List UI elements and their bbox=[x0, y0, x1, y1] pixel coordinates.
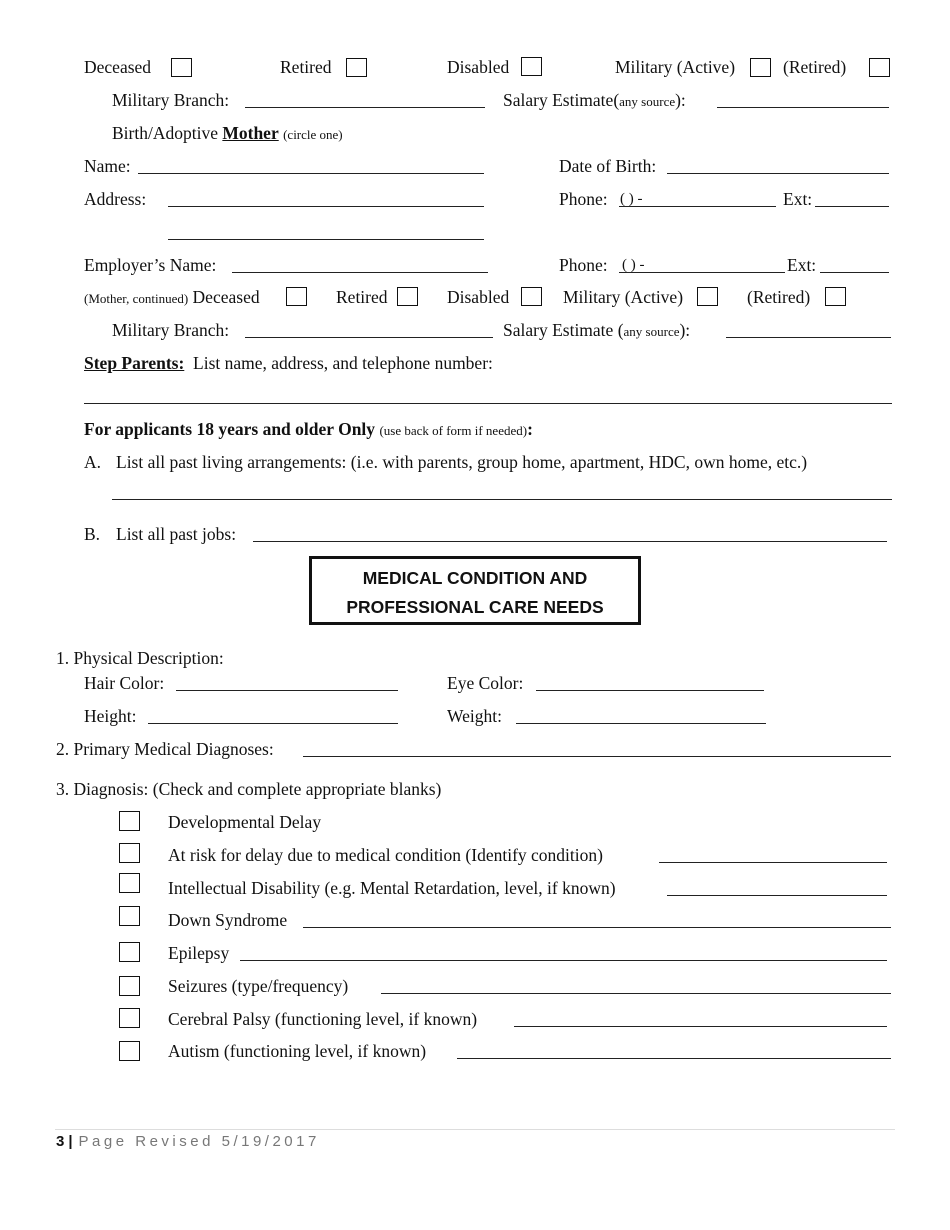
diagnosis-field[interactable] bbox=[303, 927, 891, 928]
mother-military-branch-field[interactable] bbox=[245, 337, 493, 338]
father-retired-checkbox[interactable] bbox=[346, 58, 367, 77]
diagnosis-label: Down Syndrome bbox=[168, 910, 288, 930]
physical-heading: 1. Physical Description: bbox=[56, 648, 224, 668]
diagnosis-label: Intellectual Disability (e.g. Mental Retardation, level, if known) bbox=[168, 878, 616, 898]
adults-a-text: List all past living arrangements: (i.e. with parents, group home, apartment, HDC, own home, etc.) bbox=[116, 452, 808, 472]
diagnosis-label: Autism (functioning level, if known) bbox=[168, 1041, 427, 1061]
diagnosis-field[interactable] bbox=[659, 862, 887, 863]
mother-phone-field[interactable] bbox=[619, 206, 776, 207]
mother-employer-phone-field[interactable] bbox=[619, 272, 785, 273]
mother-salary-label: Salary Estimate (any source): bbox=[503, 320, 691, 340]
section-title-line2: PROFESSIONAL CARE NEEDS bbox=[346, 597, 604, 617]
diagnosis-checkbox[interactable] bbox=[119, 1008, 140, 1028]
diagnosis-label: Seizures (type/frequency) bbox=[168, 976, 349, 996]
diagnosis-field[interactable] bbox=[514, 1026, 887, 1027]
mother-status-row: (Mother, continued) Deceased bbox=[84, 287, 260, 307]
weight-label: Weight: bbox=[447, 706, 502, 726]
diagnosis-checkbox[interactable] bbox=[119, 811, 140, 831]
diagnosis-label: Developmental Delay bbox=[168, 812, 322, 832]
father-military-branch-field[interactable] bbox=[245, 107, 485, 108]
primary-diagnoses-label: 2. Primary Medical Diagnoses: bbox=[56, 739, 274, 759]
father-military-active-label: Military (Active) bbox=[615, 57, 736, 77]
father-salary-label: Salary Estimate(any source): bbox=[503, 90, 686, 110]
mother-heading: Birth/Adoptive Mother (circle one) bbox=[112, 123, 343, 143]
diagnosis-checkbox[interactable] bbox=[119, 873, 140, 893]
mother-dob-field[interactable] bbox=[667, 173, 889, 174]
father-military-retired-label: (Retired) bbox=[783, 57, 847, 77]
mother-retired-label: Retired bbox=[336, 287, 388, 307]
section-title-box bbox=[309, 556, 641, 625]
diagnosis-field[interactable] bbox=[667, 895, 887, 896]
diagnosis-checkbox[interactable] bbox=[119, 1041, 140, 1061]
mother-address-label: Address: bbox=[84, 189, 147, 209]
father-retired-label: Retired bbox=[280, 57, 332, 77]
father-military-active-checkbox[interactable] bbox=[750, 58, 771, 77]
mother-address-field-1[interactable] bbox=[168, 206, 484, 207]
mother-phone-mask: ( ) - bbox=[620, 191, 643, 207]
adults-b-letter: B. bbox=[84, 524, 101, 544]
eye-color-field[interactable] bbox=[536, 690, 764, 691]
diagnosis-label: At risk for delay due to medical condition (Identify condition) bbox=[168, 845, 603, 865]
mother-military-active-checkbox[interactable] bbox=[697, 287, 718, 306]
father-disabled-label: Disabled bbox=[447, 57, 510, 77]
diagnosis-checkbox[interactable] bbox=[119, 942, 140, 962]
father-military-branch-label: Military Branch: bbox=[112, 90, 230, 110]
step-parents-field[interactable] bbox=[84, 403, 892, 404]
father-military-retired-checkbox[interactable] bbox=[869, 58, 890, 77]
adults-a-letter: A. bbox=[84, 452, 102, 472]
height-field[interactable] bbox=[148, 723, 398, 724]
mother-ext-label: Ext: bbox=[783, 189, 813, 209]
adults-b-field[interactable] bbox=[253, 541, 887, 542]
mother-employer-phone-mask: ( ) - bbox=[622, 257, 645, 273]
mother-disabled-label: Disabled bbox=[447, 287, 510, 307]
mother-employer-field[interactable] bbox=[232, 272, 488, 273]
weight-field[interactable] bbox=[516, 723, 766, 724]
diagnosis-field[interactable] bbox=[240, 960, 887, 961]
footer-rule bbox=[55, 1129, 895, 1130]
diagnosis-label: Epilepsy bbox=[168, 943, 230, 963]
diagnosis-label: Cerebral Palsy (functioning level, if known) bbox=[168, 1009, 478, 1029]
primary-diagnoses-field[interactable] bbox=[303, 756, 891, 757]
diagnosis-field[interactable] bbox=[457, 1058, 891, 1059]
diagnosis-checkbox[interactable] bbox=[119, 843, 140, 863]
mother-employer-phone-label: Phone: bbox=[559, 255, 608, 275]
mother-phone-label: Phone: bbox=[559, 189, 608, 209]
mother-ext-field[interactable] bbox=[815, 206, 889, 207]
father-deceased-checkbox[interactable] bbox=[171, 58, 192, 77]
page-number: 3 bbox=[56, 1133, 65, 1150]
hair-color-label: Hair Color: bbox=[84, 673, 165, 693]
mother-military-retired-checkbox[interactable] bbox=[825, 287, 846, 306]
mother-military-active-label: Military (Active) bbox=[563, 287, 684, 307]
mother-employer-label: Employer’s Name: bbox=[84, 255, 217, 275]
mother-employer-ext-field[interactable] bbox=[820, 272, 889, 273]
section-title-line1: MEDICAL CONDITION AND bbox=[362, 568, 588, 588]
adults-heading: For applicants 18 years and older Only (use back of form if needed): bbox=[84, 419, 533, 439]
mother-retired-checkbox[interactable] bbox=[397, 287, 418, 306]
diagnosis-checkbox[interactable] bbox=[119, 976, 140, 996]
mother-deceased-checkbox[interactable] bbox=[286, 287, 307, 306]
father-deceased-label: Deceased bbox=[84, 57, 152, 77]
mother-military-retired-label: (Retired) bbox=[747, 287, 811, 307]
mother-dob-label: Date of Birth: bbox=[559, 156, 657, 176]
adults-a-field[interactable] bbox=[112, 499, 892, 500]
mother-employer-ext-label: Ext: bbox=[787, 255, 817, 275]
hair-color-field[interactable] bbox=[176, 690, 398, 691]
page-footer: 3 | Page Revised 5/19/2017 bbox=[56, 1133, 320, 1150]
diagnosis-heading: 3. Diagnosis: (Check and complete appropriate blanks) bbox=[56, 779, 442, 799]
eye-color-label: Eye Color: bbox=[447, 673, 524, 693]
adults-b-text: List all past jobs: bbox=[116, 524, 237, 544]
father-disabled-checkbox[interactable] bbox=[521, 57, 542, 76]
step-parents-line: Step Parents: List name, address, and telephone number: bbox=[84, 353, 493, 373]
diagnosis-field[interactable] bbox=[381, 993, 891, 994]
mother-disabled-checkbox[interactable] bbox=[521, 287, 542, 306]
height-label: Height: bbox=[84, 706, 137, 726]
mother-salary-field[interactable] bbox=[726, 337, 891, 338]
mother-name-field[interactable] bbox=[138, 173, 484, 174]
father-salary-field[interactable] bbox=[717, 107, 889, 108]
mother-address-field-2[interactable] bbox=[168, 239, 484, 240]
mother-name-label: Name: bbox=[84, 156, 131, 176]
footer-text: Page Revised 5/19/2017 bbox=[78, 1133, 320, 1150]
mother-military-branch-label: Military Branch: bbox=[112, 320, 230, 340]
diagnosis-checkbox[interactable] bbox=[119, 906, 140, 926]
